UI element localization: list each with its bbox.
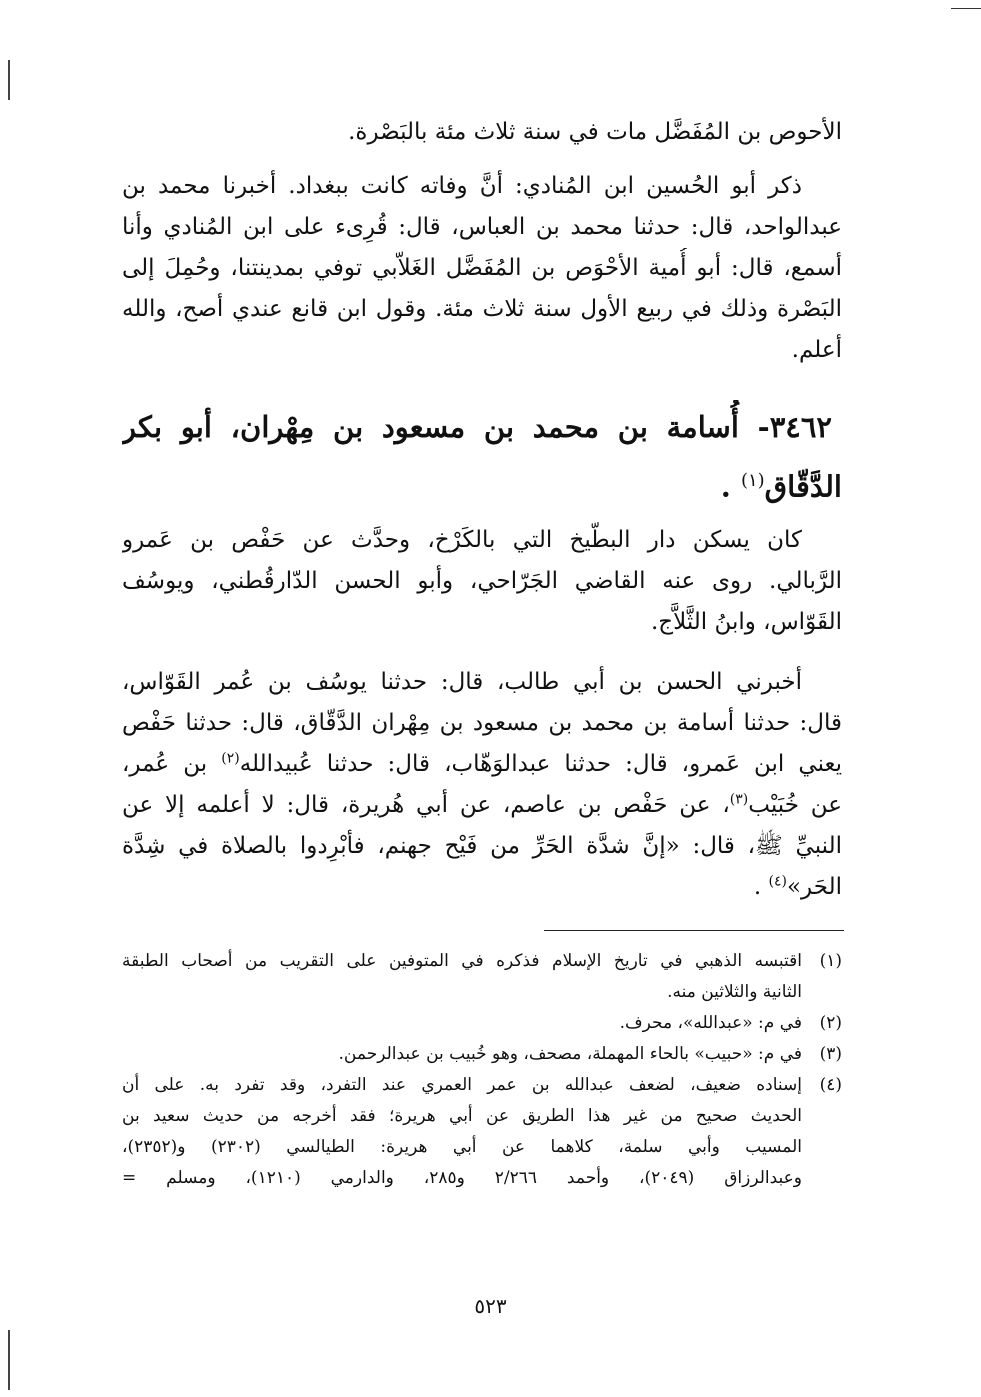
scan-edge-mark xyxy=(8,1330,10,1390)
text-segment: . xyxy=(753,874,769,900)
text-segment: بن عُمر، xyxy=(122,751,222,777)
footnote-line: الحديث صحيح من غير هذا الطريق عن أبي هريرة؛ فقد أخرجه من حديث سعيد بن xyxy=(122,1106,802,1126)
footnote-ref: (١) xyxy=(740,470,765,491)
footnote-text xyxy=(122,1008,802,1039)
footnote-number: (٤) xyxy=(819,1075,842,1095)
footnote-item xyxy=(122,1008,842,1039)
text-segment: الحَر» xyxy=(786,874,842,900)
footnote-number: (٢) xyxy=(819,1013,842,1033)
footnote-item xyxy=(122,1039,842,1070)
text-line: أخبرني الحسن بن أبي طالب، قال: حدثنا يوسُف بن عُمر القَوّاس، xyxy=(122,669,802,695)
footnote-line: المسيب وأبي سلمة، كلاهما عن أبي هريرة: الطيالسي (٢٣٠٢) و(٢٣٥٢)، xyxy=(122,1137,802,1157)
footnote-line: في م: «عبدالله»، محرف. xyxy=(619,1013,802,1033)
footnote-number: (١) xyxy=(819,951,842,971)
footnote-line: اقتبسه الذهبي في تاريخ الإسلام فذكره في المتوفين على التقريب من أصحاب الطبقة xyxy=(122,951,802,971)
text-line: كان يسكن دار البطّيخ التي بالكَرْخ، وحدَّث عن حَفْص بن عَمرو xyxy=(122,527,802,553)
paragraph-biography xyxy=(122,520,842,643)
text-segment: عن خُبَيْب xyxy=(748,792,842,818)
heading-name: الدَّقّاق xyxy=(764,469,842,504)
text-line: القَوّاس، وابنُ الثَّلاَّج. xyxy=(650,609,842,635)
text-line xyxy=(122,867,842,908)
text-segment: يعني ابن عَمرو، قال: حدثنا عبدالوَهّاب، قال: حدثنا عُبيدالله xyxy=(239,751,842,777)
text-segment: ، عن حَفْص بن عاصم، عن أبي هُريرة، قال: لا أعلمه إلا عن xyxy=(122,792,730,818)
paragraph-hadith xyxy=(122,662,842,908)
footnote-line: الثانية والثلاثين منه. xyxy=(667,982,802,1002)
footnote-ref: (٣) xyxy=(729,791,749,808)
scan-edge-mark xyxy=(8,60,10,100)
footnote-line: وعبدالرزاق (٢٠٤٩)، وأحمد ٢/٢٦٦ و٢٨٥، والدارمي (١٢١٠)، ومسلم = xyxy=(122,1168,802,1188)
heading-end: . xyxy=(720,469,731,504)
heading-line xyxy=(122,454,842,514)
footnote-line: في م: «حبيب» بالحاء المهملة، مصحف، وهو خُبيب بن عبدالرحمن. xyxy=(338,1044,802,1064)
text-line: أعلم. xyxy=(791,337,842,363)
text-line: ذكر أبو الحُسين ابن المُنادي: أنَّ وفاته كانت ببغداد. أخبرنا محمد بن xyxy=(122,173,802,199)
text-line: الأحوص بن المُفَضَّل مات في سنة ثلاث مئة بالبَصْرة. xyxy=(348,119,842,145)
footnotes xyxy=(122,946,842,1194)
entry-heading xyxy=(122,400,842,514)
page-number: ٥٢٣ xyxy=(474,1294,507,1318)
top-edge-rule xyxy=(951,8,981,9)
text-line: أسمع، قال: أبو أُمية الأحْوَص بن المُفَضَّل الغَلاّبي توفي بمدينتنا، وحُمِلَ إلى xyxy=(122,255,842,281)
paragraph-ibn-al-munadi xyxy=(122,166,842,371)
footnote-text xyxy=(122,1070,802,1194)
footnote-divider xyxy=(544,930,844,931)
text-line xyxy=(122,744,842,785)
footnote-item xyxy=(122,946,842,1008)
footnote-number: (٣) xyxy=(819,1044,842,1064)
footnote-item xyxy=(122,1070,842,1194)
footnote-text xyxy=(122,946,802,1008)
text-line: الرَّبالي. روى عنه القاضي الجَرّاحي، وأبو الحسن الدّارقُطني، ويوسُف xyxy=(122,568,842,594)
paragraph-death-note xyxy=(122,112,842,153)
heading-line: ٣٤٦٢- أُسامة بن محمد بن مسعود بن مِهْران، أبو بكر xyxy=(122,410,832,444)
footnote-text xyxy=(122,1039,802,1070)
text-line: قال: حدثنا أسامة بن محمد بن مسعود بن مِهْران الدَّقّاق، قال: حدثنا حَفْص xyxy=(122,710,842,736)
text-line xyxy=(122,785,842,826)
text-line: النبيِّ ﷺ، قال: «إنَّ شدَّة الحَرِّ من فَيْح جهنم، فأبْرِدوا بالصلاة في شِدَّة xyxy=(122,833,842,859)
text-line: عبدالواحد، قال: حدثنا محمد بن العباس، قال: قُرِىء على ابن المُنادي وأنا xyxy=(122,214,842,240)
footnote-ref: (٤) xyxy=(768,873,787,890)
text-line: البَصْرة وذلك في ربيع الأول سنة ثلاث مئة. وقول ابن قانع عندي أصح، والله xyxy=(122,296,842,322)
footnote-line: إسناده ضعيف، لضعف عبدالله بن عمر العمري عند التفرد، وقد تفرد به. على أن xyxy=(122,1075,802,1095)
footnote-ref: (٢) xyxy=(221,750,240,767)
